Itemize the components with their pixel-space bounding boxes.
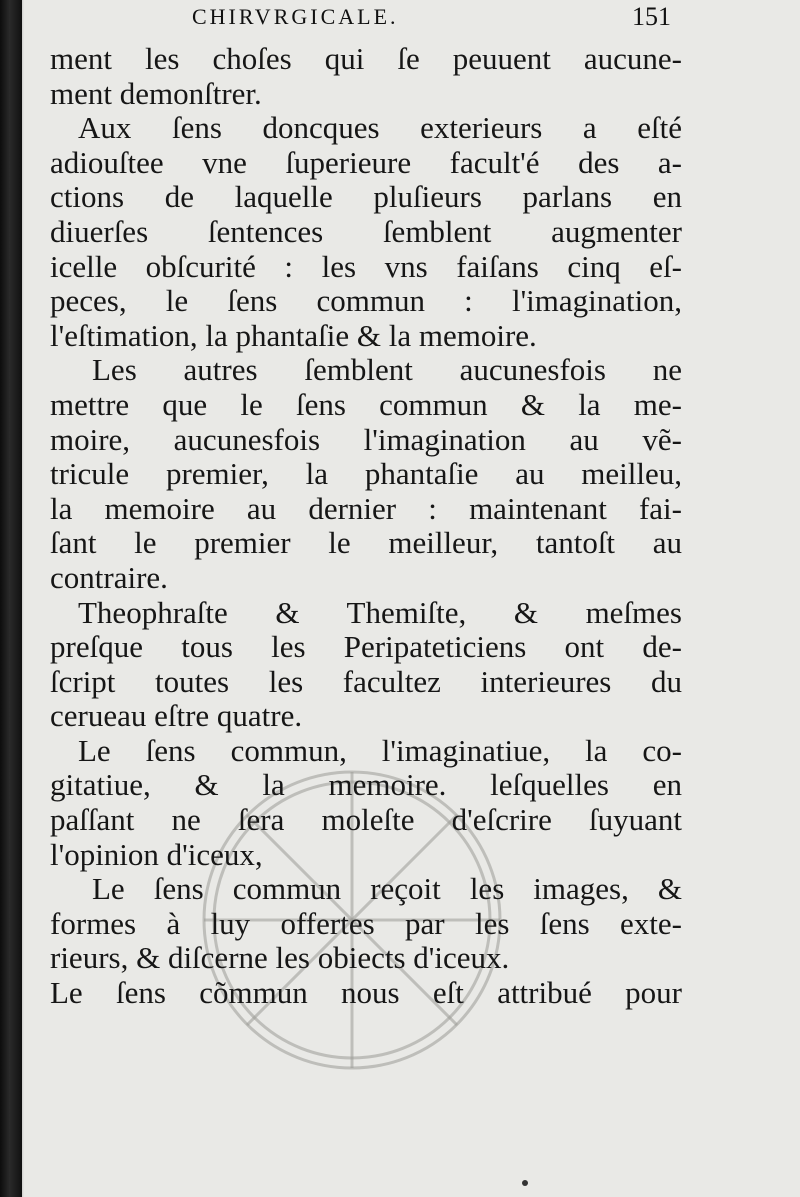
text-line: la memoire au dernier : maintenant fai- xyxy=(50,490,682,526)
text-line: formes à luy offertes par les ſens exte- xyxy=(50,905,682,941)
text-line: l'eſtimation, la phantaſie & la memoire. xyxy=(50,317,537,353)
text-line: rieurs, & diſcerne les obiects d'iceux. xyxy=(50,940,510,976)
text-line: contraire. xyxy=(50,559,168,595)
text-line: Le ſens commun reçoit les images, & xyxy=(92,871,682,907)
text-line: peces, le ſens commun : l'imagination, xyxy=(50,283,682,319)
text-line: ment demonſtrer. xyxy=(50,75,262,111)
ink-speck xyxy=(522,1180,528,1186)
text-line: l'opinion d'iceux, xyxy=(50,836,263,872)
text-line: gitatiue, & la memoire. leſquelles en xyxy=(50,767,682,803)
running-head: CHIRVRGICALE. xyxy=(192,4,399,29)
text-line: tricule premier, la phantaſie au meilleu, xyxy=(50,456,682,492)
text-line: Le ſens cõmmun nous eſt attribué pour xyxy=(50,975,682,1011)
page-number: 151 xyxy=(632,2,671,31)
text-line: icelle obſcurité : les vns faiſans cinq eſ- xyxy=(50,248,682,284)
text-line: ctions de laquelle pluſieurs parlans en xyxy=(50,179,682,215)
gutter-shadow xyxy=(0,0,24,1197)
text-line: ſant le premier le meilleur, tantoſt au xyxy=(50,525,682,561)
text-line: moire, aucunesfois l'imagination au vẽ- xyxy=(50,421,682,457)
body-text xyxy=(50,42,682,1011)
text-line: mettre que le ſens commun & la me- xyxy=(50,386,682,422)
book-page xyxy=(22,0,800,1197)
text-line: Aux ſens doncques exterieurs a eſté xyxy=(78,110,682,146)
text-line: diuerſes ſentences ſemblent augmenter xyxy=(50,213,682,249)
text-line: ment les choſes qui ſe peuuent aucune- xyxy=(50,41,682,76)
text-line: preſque tous les Peripateticiens ont de- xyxy=(50,629,682,665)
text-line: ſcript toutes les facultez interieures du xyxy=(50,663,682,699)
text-line: adiouſtee vne ſuperieure facult'é des a- xyxy=(50,144,682,180)
text-line: Le ſens commun, l'imaginatiue, la co- xyxy=(78,732,682,768)
text-line: paſſant ne ſera moleſte d'eſcrire ſuyuant xyxy=(50,802,682,838)
text-line: Les autres ſemblent aucunesfois ne xyxy=(92,352,682,388)
text-line: Theophraſte & Themiſte, & meſmes xyxy=(78,594,682,630)
text-line: cerueau eſtre quatre. xyxy=(50,698,303,734)
